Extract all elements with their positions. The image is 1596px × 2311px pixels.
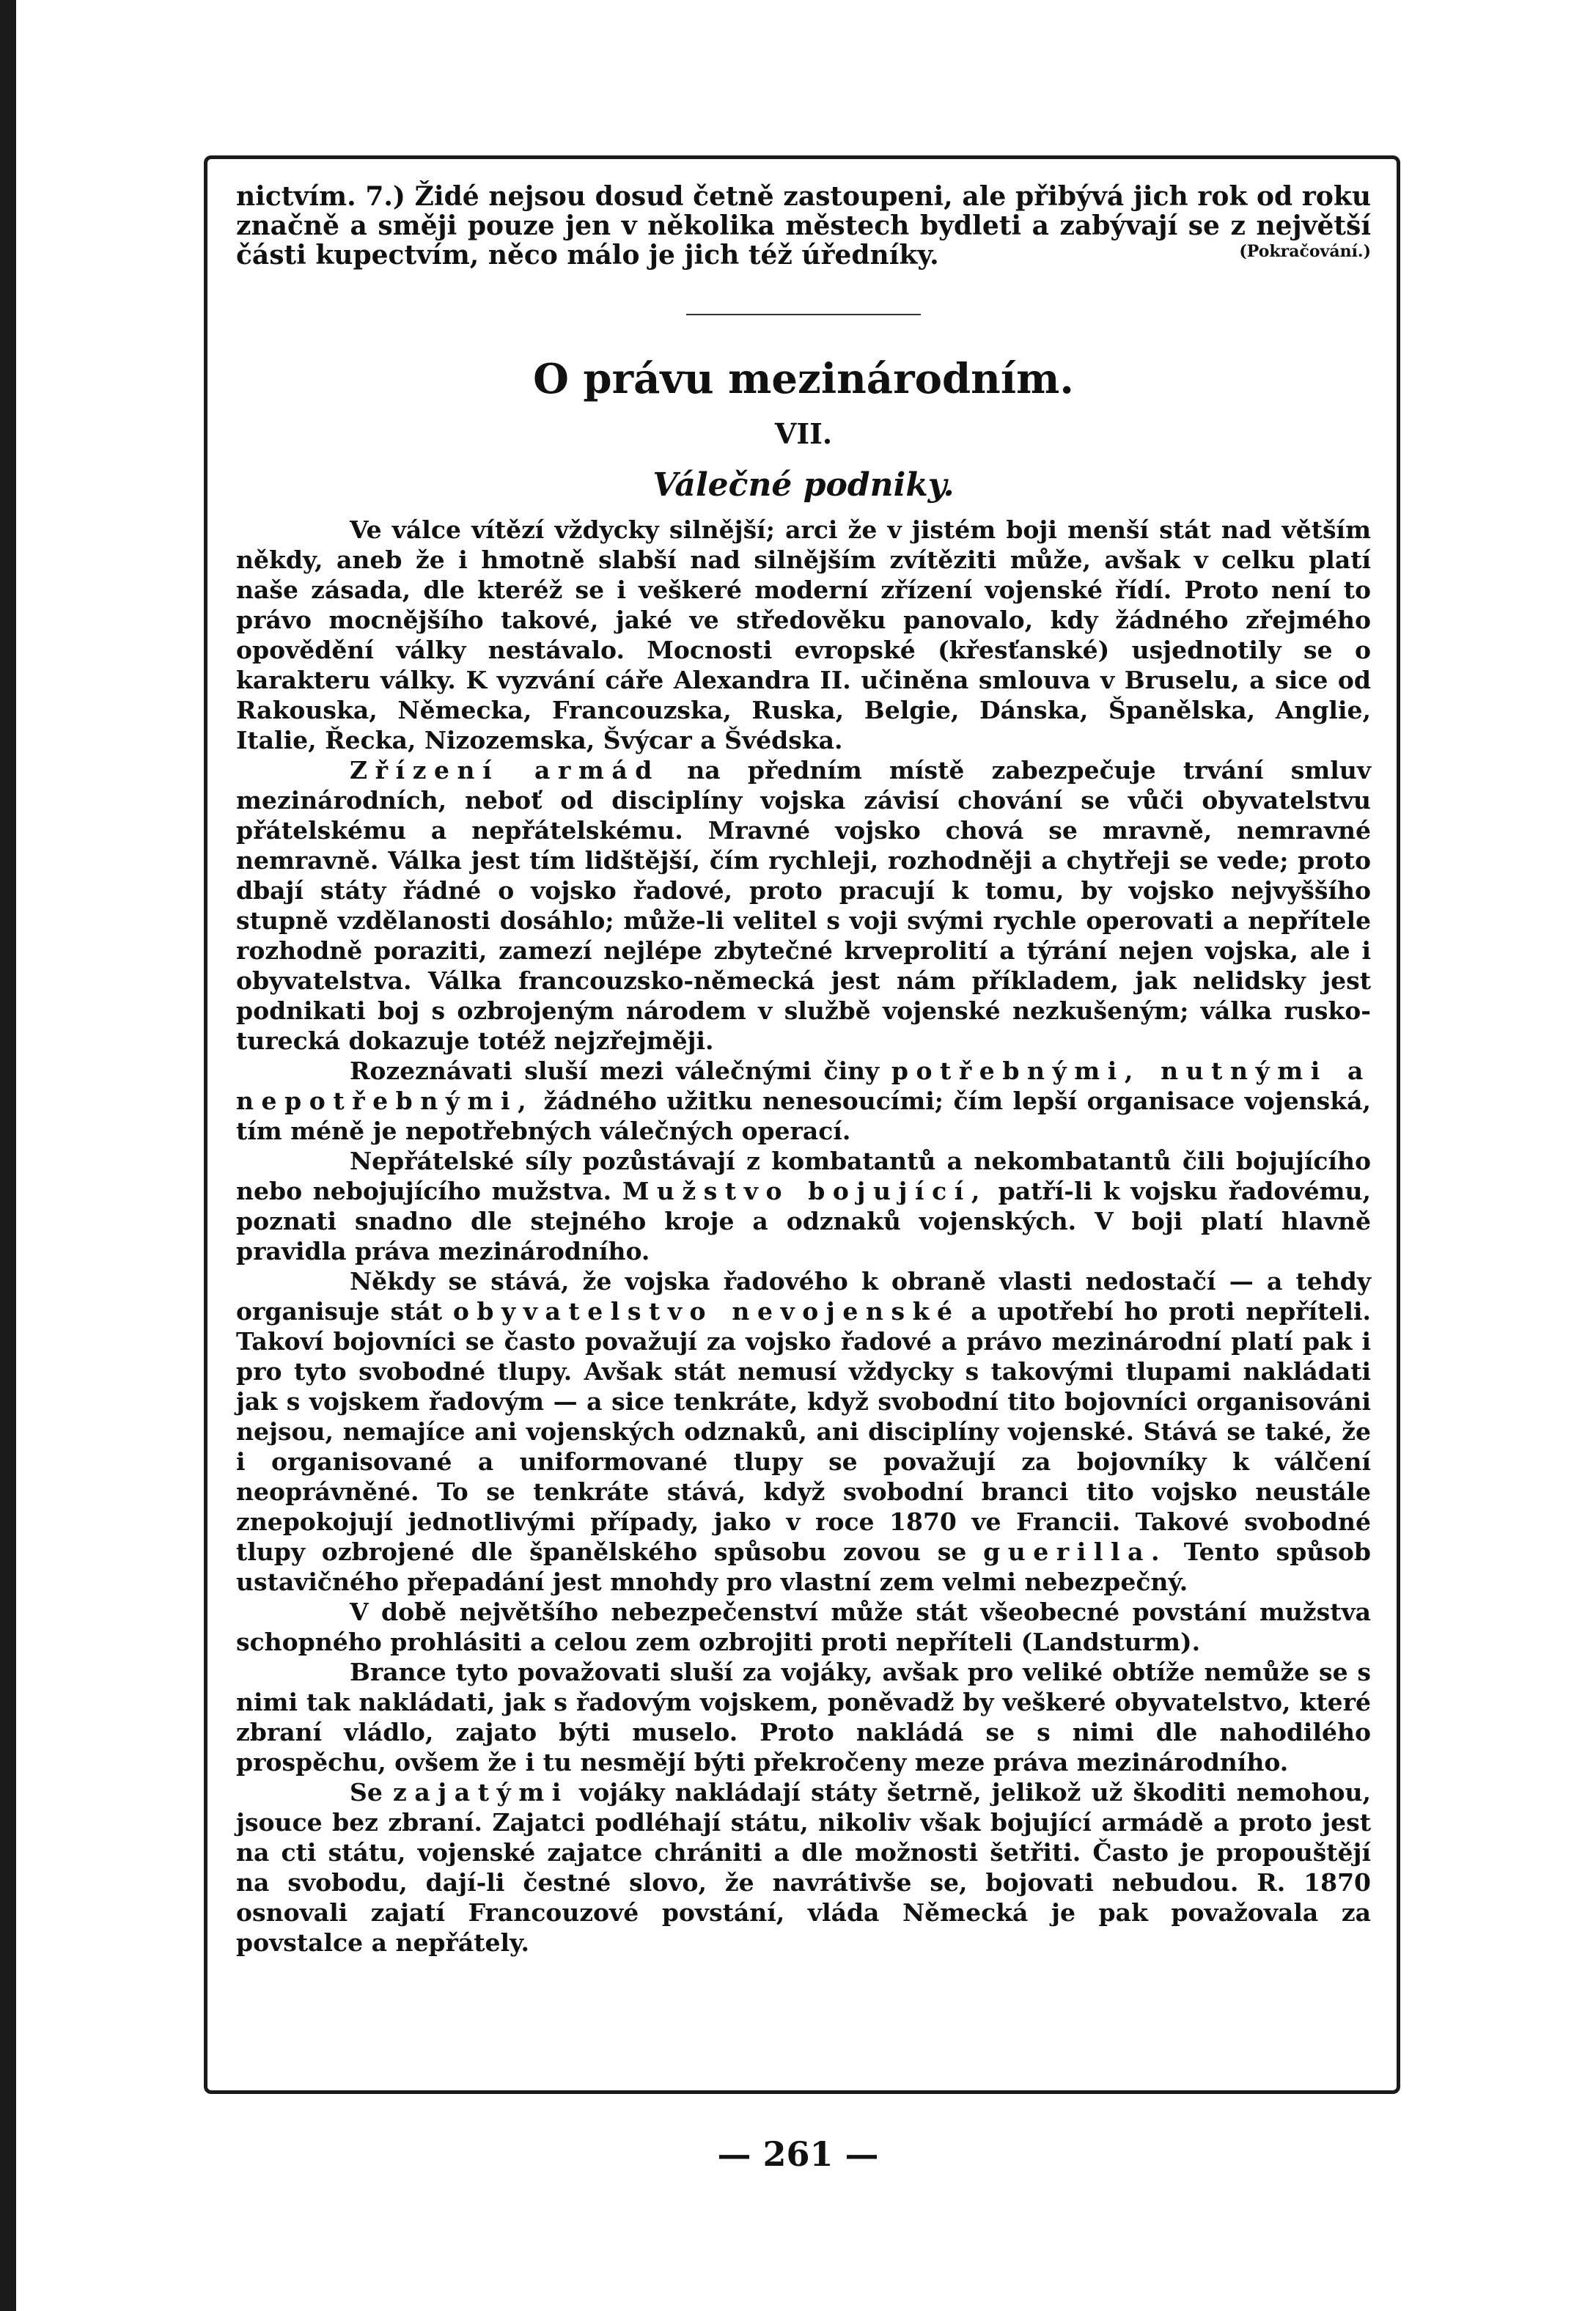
paragraph-5 — [236, 1266, 1371, 1597]
spaced-term: Mužstvo bojující, — [622, 1177, 988, 1205]
paragraph-2 — [236, 755, 1371, 1056]
paragraph-7: Brance tyto považovati sluší za vojáky, avšak pro veliké obtíže nemůže se s nimi tak nakládati, jak s řadovým vojskem, poněvadž by veškeré obyvatelstvo, které zbraní vládlo, zajato býti muselo. Proto nakládá se s nimi dle nahodilého prospěchu, ovšem že i tu nesmějí býti překročeny meze práva mezinárodního. — [236, 1658, 1371, 1777]
paragraph-5-text-a: Někdy se stává, že vojska řadového k obraně vlasti nedostačí — a tehdy organisuje stát — [236, 1267, 1371, 1326]
spaced-term: potřebnými, nutnými a nepotřebnými, — [236, 1057, 1371, 1115]
paragraph-8 — [236, 1777, 1371, 1958]
paragraph-3-text-c: žádného užitku nenesoucími; čím lepší organisace vojenská, tím méně je nepotřebných válečných operací. — [236, 1087, 1371, 1145]
page-content — [236, 182, 1371, 1958]
spaced-term: Zřízení armád — [350, 756, 660, 785]
page-edge-shadow — [0, 0, 16, 2311]
spaced-term: obyvatelstvo nevojenské — [452, 1297, 960, 1326]
paragraph-3 — [236, 1056, 1371, 1146]
continuation-text: nictvím. 7.) Židé nejsou dosud četně zastoupeni, ale přibývá jich rok od roku značně a směji pouze jen v několika městech bydleti a zabývají se z největší části kupectvím, něco málo je jich též úředníky. — [236, 181, 1371, 271]
article-title: O právu mezinárodním. — [533, 355, 1074, 403]
page-number: — 261 — — [717, 2134, 879, 2174]
paragraph-3-text-a: Rozeznávati sluší mezi válečnými činy — [350, 1057, 891, 1085]
paragraph-4 — [236, 1146, 1371, 1266]
section-divider — [686, 314, 921, 315]
paragraph-4-text-c: patří-li k vojsku řadovému, poznati snadno dle stejného kroje a odznaků vojenských. V boji platí hlavně pravidla práva mezinárodního. — [236, 1177, 1371, 1265]
paragraph-8-text-a: Se — [350, 1778, 394, 1807]
spaced-term: guerilla. — [983, 1537, 1168, 1566]
paragraph-2-text: na předním místě zabezpečuje trvání smluv mezinárodních, neboť od disciplíny vojska závisí chování se vůči obyvatelstvu přátelskému a nepřátelskému. Mravné vojsko chová se mravně, nemravné nemravně. Válka jest tím lidštější, čím rychleji, rozhodněji a chytřeji se vede; proto dbají státy řádné o vojsko řadové, proto pracují k tomu, by vojsko nejvyššího stupně vzdělanosti dosáhlo; může-li velitel s voji svými rychle operovati a nepřítele rozhodně poraziti, zamezí nejlépe zbytečné krveprolití a týrání nejen vojska, ale i obyvatelstva. Válka francouzsko-německá jest nám příkladem, jak nelidsky jest podnikati boj s ozbrojeným národem v službě vojenské nezkušeným; válka rusko-turecká dokazuje totéž nejzřejměji. — [236, 756, 1371, 1055]
article-subtitle: Válečné podniky. — [652, 466, 955, 504]
paragraph-5-text-e: Tento spůsob ustavičného přepadání jest mnohdy pro vlastní zem velmi nebezpečný. — [236, 1537, 1371, 1596]
paragraph-4-text-a: Nepřátelské síly pozůstávají z kombatantů a nekombatantů čili bojujícího nebo nebojujícího mužstva. — [236, 1147, 1371, 1205]
paragraph-5-text-c: a upotřebí ho proti nepříteli. Takoví bojovníci se často považují za vojsko řadové a právo mezinárodní platí pak i pro tyto svobodné tlupy. Avšak stát nemusí vždycky s takovými tlupami nakládati jak s vojskem řadovým — a sice tenkráte, když svobodní tito bojovníci organisováni nejsou, nemajíce ani vojenských odznaků, ani disciplíny vojenské. Stává se také, že i organisované a uniformované tlupy se považují za bojovníky k válčení neoprávněné. To se tenkráte stává, když svobodní branci tito vojsko neustále znepokojují jednotlivými případy, jako v roce 1870 ve Francii. Takové svobodné tlupy ozbrojené dle španělského spůsobu zovou se — [236, 1297, 1371, 1566]
paragraph-8-text-c: vojáky nakládají státy šetrně, jelikož už škoditi nemohou, jsouce bez zbraní. Zajatci podléhají státu, nikoliv však bojující armádě a proto jest na cti státu, vojenské zajatce chrániti a dle možnosti šetřiti. Často je propouštějí na svobodu, dají-li čestné slovo, že navrátivše se, bojovati nebudou. R. 1870 osnovali zajatí Francouzové povstání, vláda Německá je pak považovala za povstalce a nepřátely. — [236, 1778, 1371, 1957]
paragraph-1: Ve válce vítězí vždycky silnější; arci že v jistém boji menší stát nad větším někdy, aneb že i hmotně slabší nad silnějším zvítěziti může, avšak v celku platí naše zásada, dle kteréž se i veškeré moderní zřízení vojenské řídí. Proto není to právo mocnějšího takové, jaké ve středověku panovalo, kdy žádného zřejmého opovědění války nestávalo. Mocnosti evropské (křesťanské) usjednotily se o karakteru války. K vyzvání cáře Alexandra II. učiněna smlouva v Bruselu, a sice od Rakouska, Německa, Francouzska, Ruska, Belgie, Dánska, Španělska, Anglie, Italie, Řecka, Nizozemska, Švýcar a Švédska. — [236, 515, 1371, 754]
paragraph-6: V době největšího nebezpečenství může stát všeobecné povstání mužstva schopného prohlásiti a celou zem ozbrojiti proti nepříteli (Landsturm). — [236, 1598, 1371, 1656]
spaced-term: zajatými — [393, 1778, 569, 1807]
continuation-marker: (Pokračování.) — [1239, 242, 1371, 261]
article-numeral: VII. — [774, 417, 833, 450]
